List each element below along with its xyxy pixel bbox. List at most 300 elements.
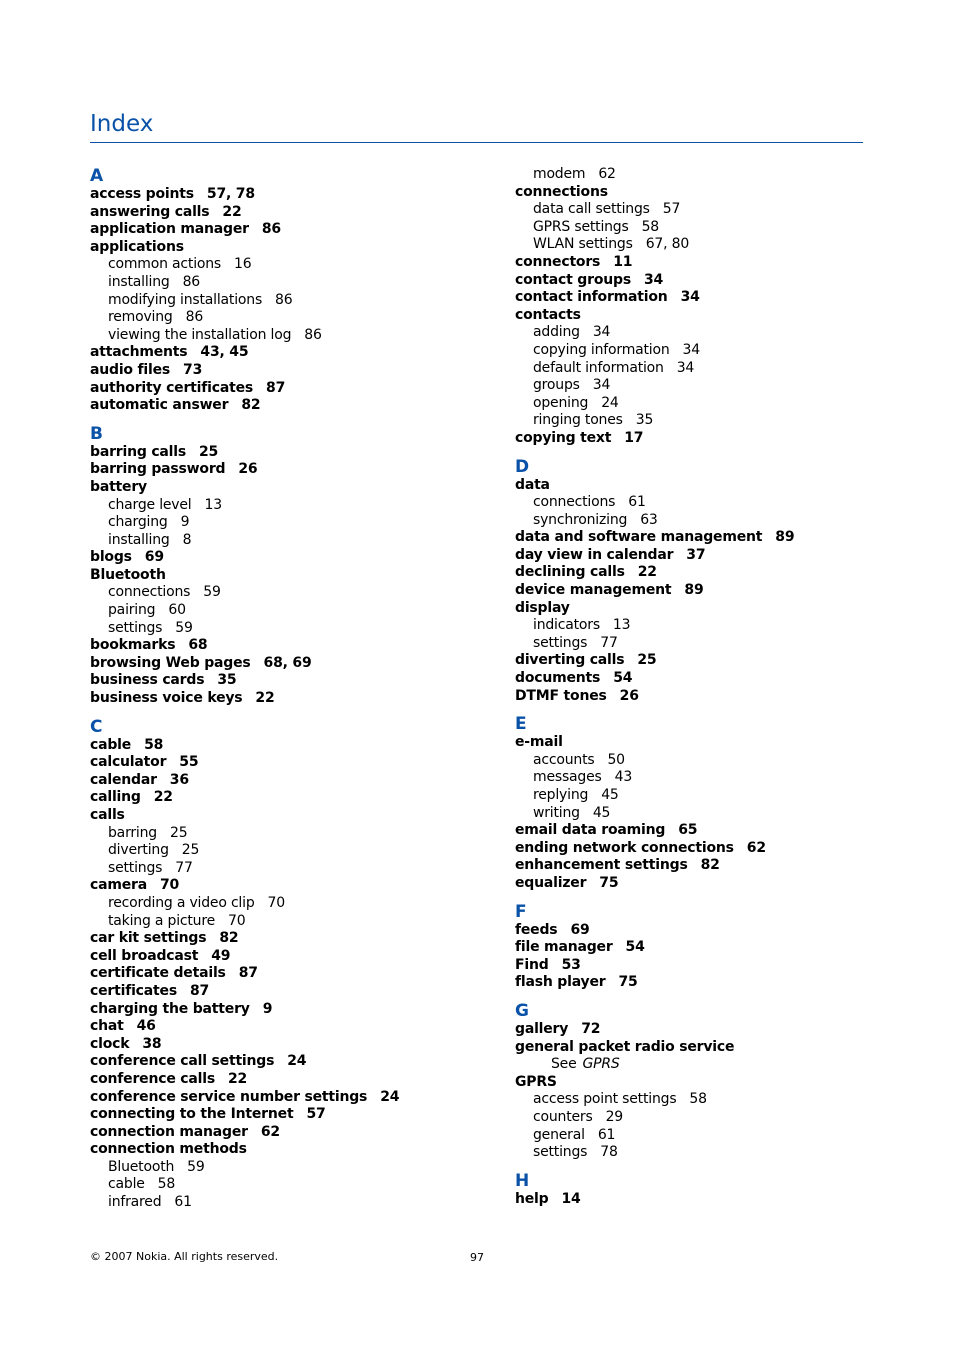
index-term: access points [90, 186, 194, 202]
index-see-reference [515, 1056, 915, 1074]
index-page-numbers[interactable]: 70 [228, 912, 246, 929]
index-subentry [90, 584, 490, 602]
index-page-numbers[interactable]: 34 [643, 271, 664, 288]
index-entry [90, 637, 490, 655]
index-entry [515, 477, 915, 495]
index-page-numbers[interactable]: 34 [682, 341, 700, 358]
index-entry [90, 1106, 490, 1124]
index-subentry [90, 497, 490, 515]
index-subentry [90, 256, 490, 274]
index-entry [90, 186, 490, 204]
index-term: replying [533, 787, 589, 803]
index-entry [515, 822, 915, 840]
index-entry [515, 857, 915, 875]
index-entry [515, 600, 915, 618]
index-page-numbers[interactable]: 25 [199, 443, 219, 460]
index-entry [90, 1071, 490, 1089]
index-subentry [90, 620, 490, 638]
index-page-numbers[interactable]: 59 [175, 619, 193, 636]
index-page-numbers[interactable]: 70 [267, 894, 285, 911]
index-term: application manager [90, 221, 249, 238]
index-page-numbers[interactable]: 34 [592, 324, 611, 341]
index-subentry [515, 787, 915, 805]
index-term: connection manager [90, 1123, 248, 1140]
index-page-numbers[interactable]: 62 [746, 839, 766, 856]
index-page-numbers[interactable]: 35 [217, 672, 237, 689]
index-subentry [90, 825, 490, 843]
index-subentry [90, 913, 490, 931]
index-term: cell broadcast [90, 947, 199, 964]
index-entry [90, 549, 490, 567]
index-term: e-mail [515, 734, 563, 751]
index-term: day view in calendar [515, 546, 674, 563]
index-term: DTMF tones [515, 687, 607, 704]
index-term: documents [515, 670, 601, 687]
index-term: general packet radio service [515, 1038, 735, 1055]
index-subentry [515, 1127, 915, 1145]
index-page-numbers[interactable]: 24 [380, 1088, 400, 1105]
index-page-numbers[interactable]: 68, 69 [263, 654, 312, 671]
index-page-numbers[interactable]: 35 [635, 412, 654, 429]
index-term: adding [533, 324, 580, 341]
index-entry [90, 1036, 490, 1054]
index-entry [515, 957, 915, 975]
index-page-numbers[interactable]: 17 [624, 429, 644, 446]
index-term: barring password [90, 461, 226, 478]
index-term: conference call settings [90, 1053, 275, 1070]
index-entry [90, 877, 490, 895]
index-term: settings [108, 859, 163, 876]
index-page-numbers[interactable]: 8 [182, 531, 192, 548]
index-term: charging [108, 514, 168, 531]
index-letter-heading: B [90, 423, 103, 444]
index-term: messages [533, 769, 602, 786]
index-term: calls [90, 807, 125, 823]
index-entry [515, 1021, 915, 1039]
index-page-numbers[interactable]: 11 [613, 253, 633, 270]
index-entry [515, 254, 915, 272]
index-term: GPRS settings [533, 218, 629, 235]
index-page-numbers[interactable]: 26 [238, 461, 258, 478]
index-page-numbers[interactable]: 14 [561, 1190, 581, 1207]
index-subentry [515, 805, 915, 823]
index-subentry [90, 860, 490, 878]
index-subentry [90, 274, 490, 292]
index-page-numbers[interactable]: 77 [600, 634, 618, 651]
index-page-numbers[interactable]: 59 [203, 584, 221, 601]
index-term: display [515, 599, 570, 616]
index-page-numbers[interactable]: 61 [597, 1126, 616, 1143]
index-subentry [90, 327, 490, 345]
index-term: WLAN settings [533, 236, 633, 253]
index-term: barring calls [90, 443, 187, 460]
index-term: calling [90, 789, 141, 806]
index-subentry [515, 219, 915, 237]
index-term: counters [533, 1108, 593, 1125]
index-entry [90, 1141, 490, 1159]
index-page-numbers[interactable]: 22 [153, 789, 173, 806]
index-term: synchronizing [533, 511, 628, 528]
index-subentry [515, 1091, 915, 1109]
index-subentry [90, 309, 490, 327]
index-term: writing [533, 804, 580, 821]
index-entry [515, 564, 915, 582]
index-page-numbers[interactable]: 25 [181, 842, 200, 859]
index-subentry [90, 292, 490, 310]
index-subentry [90, 1176, 490, 1194]
index-term: answering calls [90, 203, 210, 220]
index-term: cable [108, 1176, 145, 1193]
index-subentry [515, 1144, 915, 1162]
index-term: See [551, 1056, 577, 1073]
index-term: data call settings [533, 201, 650, 218]
index-page-numbers[interactable]: 43 [614, 769, 633, 786]
index-subentry [515, 395, 915, 413]
index-page-numbers[interactable]: 82 [700, 857, 720, 874]
index-page-numbers[interactable]: 58 [144, 736, 164, 753]
index-page-numbers[interactable]: 25 [637, 652, 657, 669]
index-letter-heading: G [515, 1000, 529, 1021]
index-page-numbers[interactable]: 58 [689, 1091, 707, 1108]
index-entry [515, 939, 915, 957]
index-term: connection methods [90, 1141, 247, 1158]
index-subentry [515, 1109, 915, 1127]
index-subentry [90, 514, 490, 532]
index-page-numbers[interactable]: 37 [686, 546, 706, 563]
index-term: opening [533, 394, 589, 411]
index-entry [515, 688, 915, 706]
index-page-numbers[interactable]: 87 [238, 965, 258, 982]
index-term: conference calls [90, 1070, 215, 1087]
index-subentry [90, 895, 490, 913]
index-page-numbers[interactable]: 34 [676, 359, 695, 376]
index-page-numbers[interactable]: 61 [628, 494, 646, 511]
index-page-numbers[interactable]: 26 [619, 687, 639, 704]
index-term: connectors [515, 253, 601, 270]
index-term: removing [108, 309, 173, 326]
index-entry [90, 461, 490, 479]
index-term: business cards [90, 672, 205, 689]
index-subentry [515, 635, 915, 653]
index-term: common actions [108, 256, 222, 273]
index-entry [90, 1053, 490, 1071]
index-letter-heading: C [90, 716, 103, 737]
index-term: calculator [90, 754, 167, 771]
index-letter-heading: D [515, 456, 530, 477]
index-page-numbers[interactable]: 87 [189, 982, 210, 999]
index-term: groups [533, 377, 580, 394]
index-page-numbers[interactable]: 9 [180, 514, 190, 531]
index-page-numbers[interactable]: 89 [684, 582, 704, 599]
index-entry [515, 582, 915, 600]
index-term: connections [515, 183, 608, 200]
index-letter-heading: E [515, 714, 527, 735]
index-entry [515, 670, 915, 688]
index-page-numbers[interactable]: 16 [234, 256, 252, 273]
index-page-numbers[interactable]: 49 [211, 947, 231, 964]
index-term: battery [90, 478, 147, 495]
index-letter-heading: H [515, 1170, 530, 1191]
index-term: email data roaming [515, 822, 666, 839]
index-term: modem [533, 166, 586, 182]
index-term: attachments [90, 344, 188, 361]
index-page-numbers[interactable]: 89 [775, 529, 795, 546]
index-term: certificate details [90, 965, 226, 982]
index-term: clock [90, 1035, 130, 1052]
index-term: charge level [108, 496, 192, 513]
index-term: camera [90, 877, 147, 894]
index-page-numbers[interactable]: 50 [607, 751, 625, 768]
index-term: calendar [90, 771, 157, 788]
index-page-numbers[interactable]: 86 [275, 291, 293, 308]
index-term: installing [108, 273, 170, 290]
index-term: settings [533, 1144, 588, 1161]
index-term: Find [515, 956, 549, 973]
index-term: feeds [515, 921, 558, 938]
index-term: taking a picture [108, 912, 216, 929]
index-subentry [515, 201, 915, 219]
index-term: Bluetooth [108, 1158, 175, 1175]
index-page-numbers[interactable]: 59 [187, 1158, 205, 1175]
index-page-numbers[interactable]: 61 [174, 1194, 192, 1211]
index-page-numbers[interactable]: 43, 45 [200, 344, 249, 361]
index-term: audio files [90, 361, 171, 378]
index-page-numbers[interactable]: 9 [262, 1000, 273, 1017]
index-page-numbers[interactable]: 13 [612, 617, 631, 634]
index-subentry [515, 236, 915, 254]
index-subentry [515, 617, 915, 635]
index-entry [90, 344, 490, 362]
index-page-numbers[interactable]: 57, 78 [206, 186, 255, 202]
index-entry [90, 655, 490, 673]
index-page-numbers[interactable]: 24 [601, 394, 619, 411]
index-page-numbers[interactable]: 57 [662, 201, 681, 218]
index-term: flash player [515, 974, 606, 991]
index-page-numbers[interactable]: 65 [678, 822, 698, 839]
index-page-numbers[interactable]: 22 [255, 690, 275, 707]
index-page-numbers[interactable]: 75 [599, 874, 619, 891]
index-term: file manager [515, 939, 613, 956]
index-term: copying text [515, 429, 612, 446]
index-entry [90, 1089, 490, 1107]
index-entry [90, 737, 490, 755]
index-subentry [515, 342, 915, 360]
index-entry [90, 983, 490, 1001]
index-term: connecting to the Internet [90, 1106, 294, 1123]
index-term: accounts [533, 751, 595, 768]
index-page-numbers[interactable]: 58 [157, 1176, 176, 1193]
index-subentry [90, 1194, 490, 1212]
index-term: bookmarks [90, 637, 176, 654]
index-term: certificates [90, 982, 177, 999]
index-subentry [90, 602, 490, 620]
index-page-numbers[interactable]: 86 [182, 273, 200, 290]
index-term: ending network connections [515, 839, 734, 856]
index-page-numbers[interactable]: 38 [142, 1035, 162, 1052]
index-term: automatic answer [90, 397, 229, 414]
index-page-numbers[interactable]: 73 [183, 361, 203, 378]
index-term: equalizer [515, 874, 587, 891]
index-entry [90, 807, 490, 825]
index-entry [515, 840, 915, 858]
index-term: help [515, 1190, 549, 1207]
index-term: indicators [533, 617, 600, 634]
index-term: enhancement settings [515, 857, 688, 874]
index-term: charging the battery [90, 1000, 250, 1017]
index-entry [90, 772, 490, 790]
index-page-numbers[interactable]: 45 [601, 787, 619, 803]
index-page-numbers[interactable]: 22 [227, 1070, 248, 1087]
index-page-numbers[interactable]: 13 [204, 496, 222, 513]
index-term: ringing tones [533, 412, 623, 429]
index-term: diverting [108, 842, 169, 859]
index-page-numbers[interactable]: 60 [168, 602, 186, 619]
index-term: data [515, 476, 550, 493]
index-page-numbers[interactable]: 45 [592, 804, 611, 821]
index-term: contact information [515, 289, 668, 306]
index-page-numbers[interactable]: 46 [136, 1018, 156, 1035]
index-entry [515, 1039, 915, 1057]
index-entry [515, 922, 915, 940]
index-page-numbers[interactable]: 86 [304, 326, 322, 343]
index-entry [90, 672, 490, 690]
index-page-numbers[interactable]: 58 [641, 218, 660, 235]
index-subentry [515, 324, 915, 342]
index-term: recording a video clip [108, 894, 255, 911]
index-page-numbers[interactable]: 87 [266, 379, 286, 396]
index-term: pairing [108, 602, 156, 619]
index-entry [515, 430, 915, 448]
page-number: 97 [470, 1251, 484, 1264]
index-term: car kit settings [90, 930, 207, 947]
index-subentry [515, 769, 915, 787]
index-entry [515, 875, 915, 893]
index-page-numbers[interactable]: 69 [144, 549, 164, 566]
index-page-numbers[interactable]: 68 [188, 637, 208, 654]
index-term: settings [533, 634, 588, 651]
index-subentry [515, 752, 915, 770]
index-page-numbers[interactable]: 34 [680, 289, 700, 306]
index-page-numbers[interactable]: 57 [306, 1106, 326, 1123]
index-column-right [515, 166, 915, 1208]
index-entry [90, 1018, 490, 1036]
index-page-numbers[interactable]: 82 [241, 397, 261, 414]
index-entry [90, 789, 490, 807]
index-entry [515, 974, 915, 992]
index-subentry [515, 166, 915, 184]
index-page-numbers[interactable]: 67, 80 [645, 236, 690, 253]
index-term: declining calls [515, 564, 625, 581]
index-page-numbers[interactable]: 22 [222, 203, 242, 220]
index-entry [90, 362, 490, 380]
index-entry [90, 239, 490, 257]
index-entry [90, 690, 490, 708]
index-term: chat [90, 1018, 124, 1035]
index-page-numbers[interactable]: 70 [159, 877, 180, 894]
index-term: general [533, 1126, 585, 1143]
index-subentry [515, 494, 915, 512]
index-entry [90, 754, 490, 772]
index-term: device management [515, 582, 672, 599]
index-page-numbers[interactable]: 62 [598, 166, 616, 182]
index-term: data and software management [515, 529, 763, 546]
index-page-numbers[interactable]: 54 [613, 670, 633, 687]
index-page-numbers[interactable]: 54 [625, 939, 645, 956]
index-entry [515, 307, 915, 325]
index-page-numbers[interactable]: 25 [169, 824, 188, 841]
index-term: infrared [108, 1194, 162, 1211]
index-term: cable [90, 736, 132, 753]
index-page-numbers[interactable]: 75 [618, 974, 638, 991]
index-entry [515, 184, 915, 202]
index-page-numbers[interactable]: 24 [287, 1053, 307, 1070]
index-page-numbers[interactable]: 78 [600, 1144, 618, 1161]
index-page-numbers[interactable]: 29 [605, 1108, 623, 1125]
index-page-numbers[interactable]: 34 [592, 377, 611, 394]
index-entry [515, 1191, 915, 1209]
index-entry [515, 1074, 915, 1092]
index-page-numbers[interactable]: 69 [570, 921, 590, 938]
index-subentry [515, 512, 915, 530]
index-entry [515, 547, 915, 565]
index-page-numbers[interactable]: 86 [261, 221, 281, 238]
index-term: contacts [515, 306, 581, 323]
index-entry [515, 734, 915, 752]
index-entry [515, 272, 915, 290]
index-subentry [515, 360, 915, 378]
index-entry [90, 380, 490, 398]
index-term: settings [108, 619, 163, 636]
index-page-numbers[interactable]: 62 [260, 1123, 280, 1140]
index-page-numbers[interactable]: 82 [219, 930, 239, 947]
index-term: diverting calls [515, 652, 625, 669]
index-page-numbers[interactable]: 72 [581, 1020, 601, 1037]
index-page-numbers[interactable]: 22 [637, 564, 657, 581]
index-term: contact groups [515, 271, 631, 288]
index-see-target[interactable]: GPRS [582, 1056, 620, 1073]
index-entry [515, 529, 915, 547]
index-entry [90, 930, 490, 948]
index-page-numbers[interactable]: 53 [561, 956, 581, 973]
index-term: copying information [533, 341, 670, 358]
copyright-notice: © 2007 Nokia. All rights reserved. [90, 1250, 279, 1263]
index-page-numbers[interactable]: 63 [640, 511, 658, 528]
page-title: Index [90, 111, 154, 137]
index-entry [90, 965, 490, 983]
index-page-numbers[interactable]: 55 [179, 754, 199, 771]
index-entry [90, 221, 490, 239]
index-term: connections [108, 584, 191, 601]
index-term: installing [108, 531, 170, 548]
index-subentry [90, 1159, 490, 1177]
index-entry [90, 479, 490, 497]
index-entry [90, 1001, 490, 1019]
index-column-left [90, 166, 490, 1212]
index-term: conference service number settings [90, 1088, 368, 1105]
title-rule [90, 142, 863, 143]
index-letter-heading: A [90, 166, 104, 186]
index-entry [90, 1124, 490, 1142]
index-entry [515, 652, 915, 670]
index-page-numbers[interactable]: 77 [175, 859, 193, 876]
index-entry [90, 204, 490, 222]
index-entry [90, 567, 490, 585]
index-term: modifying installations [108, 291, 263, 308]
index-entry [515, 289, 915, 307]
index-page-numbers[interactable]: 86 [185, 309, 204, 326]
index-page-numbers[interactable]: 36 [169, 771, 189, 788]
index-term: business voice keys [90, 690, 243, 707]
